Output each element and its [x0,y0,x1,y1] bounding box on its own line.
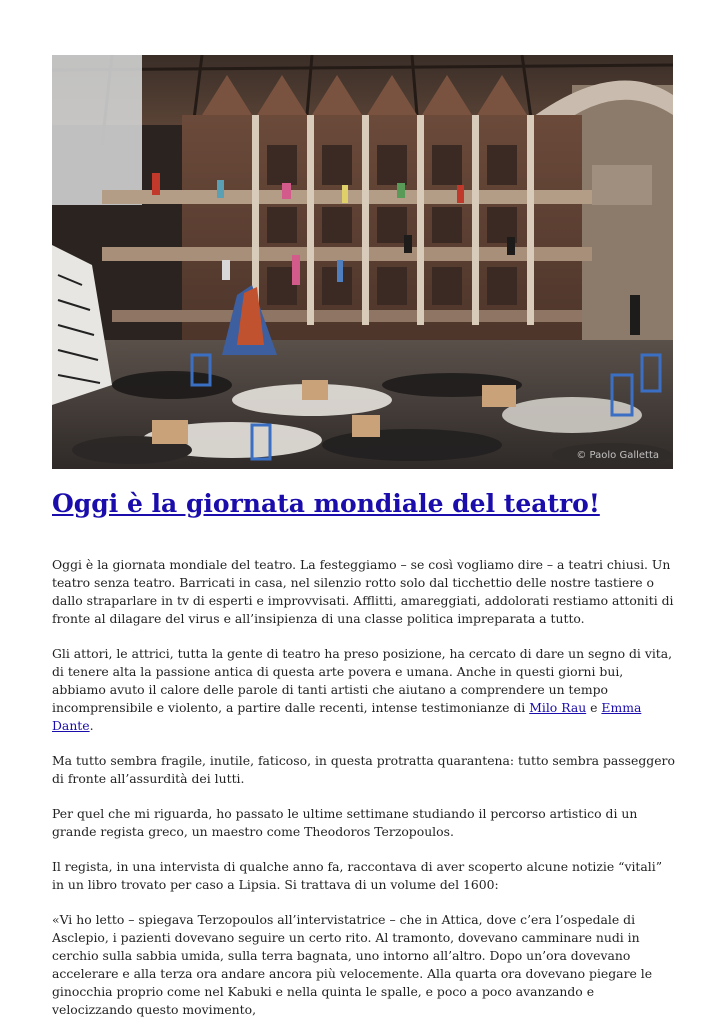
paragraph-3: Ma tutto sembra fragile, inutile, faticoso, in questa protratta quarantena: tutto sembra passeggero di fronte all’assurdità dei lutti. [52,753,675,786]
paragraph-2-end: . [89,718,94,733]
paragraph-2 [52,645,677,735]
emma-dante-link[interactable]: Emma Dante [52,700,642,733]
paragraph-2-start: Gli attori, le attrici, tutta la gente di teatro ha preso posizione, ha cercato di dare un segno di vita, di tenere alta la passione antica di questa arte povera e umana. Anche in questi giorni bui, abbiamo avuto il calore delle parole di tanti artisti che aiutano a comprendere un tempo incomprensibile e violento, a partire dalle recenti, intense testimonianze di [52,646,673,715]
article-title[interactable]: Oggi è la giornata mondiale del teatro! [52,489,600,518]
paragraph-4: Per quel che mi riguarda, ho passato le ultime settimane studiando il percorso artistico di un grande regista greco, un maestro come Theodoros Terzopoulos. [52,806,638,839]
paragraph-5: Il regista, in una intervista di qualche anno fa, raccontava di aver scoperto alcune notizie “vitali” in un libro trovato per caso a Lipsia. Si trattava di un volume del 1600: [52,859,663,892]
paragraph-1: Oggi è la giornata mondiale del teatro. La festeggiamo – se così vogliamo dire – a teatri chiusi. Un teatro senza teatro. Barricati in casa, nel silenzio rotto solo dal ticchettio delle nostre tastiere o dallo straparlare in tv di esperti e improvvisati. Afflitti, amareggiati, addolorati restiamo attoniti di fronte al dilagare del virus e all’insipienza di una classe politica impreparata a tutto. [52,557,674,626]
paragraph-6: «Vi ho letto – spiegava Terzopoulos all’intervistatrice – che in Attica, dove c’era l’ospedale di Asclepio, i pazienti dovevano seguire un certo rito. Al tramonto, dovevano camminare nudi in cerchio sulla sabbia umida, sulla terra bagnata, uno intorno all’altro. Dopo un’ora dovevano accelerare e alla terza ora andare ancora più velocemente. Alla quarta ora dovevano piegare le ginocchia proprio come nel Kabuki e nella quinta le spalle, e poco a poco avanzando e velocizzando questo movimento, [52,912,653,1017]
milo-rau-link[interactable]: Milo Rau [529,700,587,715]
theatre-photo [52,55,673,469]
paragraph-2-mid: e [586,700,602,715]
article-body [52,556,677,1036]
hero-image [52,55,673,469]
photo-credit: © Paolo Galletta [576,450,659,461]
